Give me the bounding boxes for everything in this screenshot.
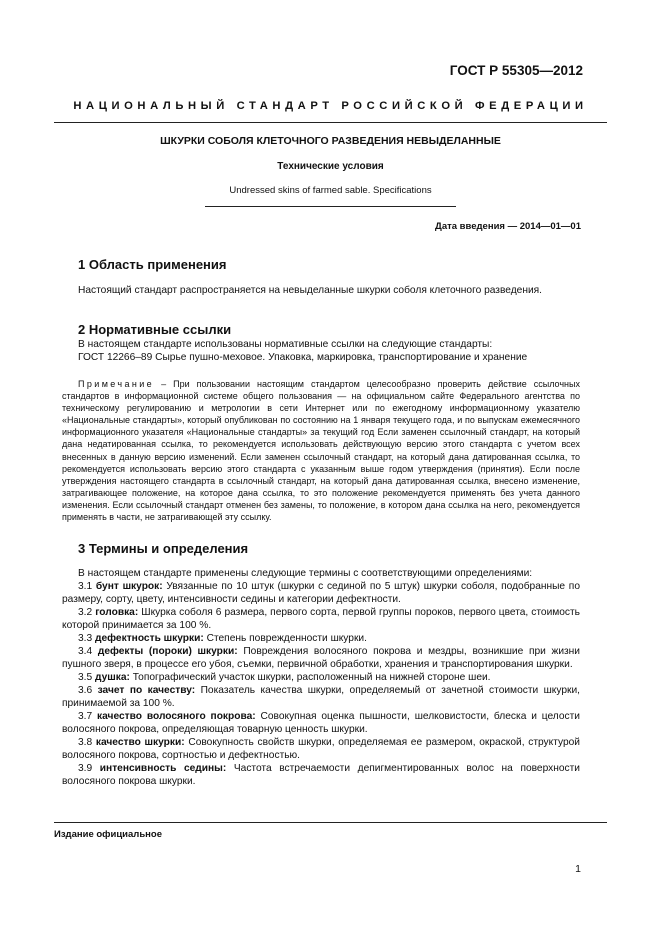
gost-code: ГОСТ Р 55305—2012 bbox=[449, 63, 583, 78]
term-number: 3.4 bbox=[78, 646, 93, 657]
term-name: зачет по качеству: bbox=[97, 685, 196, 696]
title-rule bbox=[205, 206, 456, 207]
term-name: душка: bbox=[95, 672, 130, 683]
document-subtitle: Технические условия bbox=[277, 161, 384, 172]
section-2-heading: 2 Нормативные ссылки bbox=[78, 322, 232, 337]
term-number: 3.3 bbox=[78, 633, 93, 644]
terms-intro: В настоящем стандарте применены следующие термины с соответствующими определениями: bbox=[78, 568, 533, 579]
term-number: 3.6 bbox=[78, 685, 93, 696]
term-item bbox=[62, 736, 580, 762]
term-definition: Совокупная оценка пышности, шелковистости, блеска и целости волосяного покрова, определяющая товарную ценность шкурки. bbox=[62, 711, 580, 735]
term-item bbox=[62, 645, 580, 671]
term-number: 3.2 bbox=[78, 607, 93, 618]
term-name: бунт шкурок: bbox=[95, 581, 163, 592]
term-number: 3.7 bbox=[78, 711, 93, 722]
section-1-text bbox=[62, 284, 580, 297]
top-rule bbox=[54, 122, 607, 123]
term-definition: Частота встречаемости депигментированных волос на поверхности волосяного покрова шкурки. bbox=[62, 763, 580, 787]
term-item bbox=[62, 606, 580, 632]
term-item bbox=[62, 762, 580, 788]
term-item bbox=[62, 632, 580, 645]
term-item bbox=[62, 710, 580, 736]
term-name: дефектность шкурки: bbox=[95, 633, 204, 644]
referenced-standard: ГОСТ 12266–89 Сырье пушно-меховое. Упаковка, маркировка, транспортирование и хранение bbox=[78, 352, 528, 363]
term-definition: Шкурка соболя 6 размера, первого сорта, первой группы пороков, первого цвета, стоимость которой принимается за 100 %. bbox=[62, 607, 580, 631]
term-number: 3.1 bbox=[78, 581, 93, 592]
national-standard-banner: НАЦИОНАЛЬНЫЙ СТАНДАРТ РОССИЙСКОЙ ФЕДЕРАЦИИ bbox=[73, 100, 588, 112]
section-2-intro: В настоящем стандарте использованы нормативные ссылки на следующие стандарты: bbox=[78, 339, 493, 350]
section-1-heading: 1 Область применения bbox=[78, 257, 227, 272]
section-2-line-2 bbox=[62, 351, 580, 364]
section-2-line-1 bbox=[62, 338, 580, 351]
term-definition: Повреждения волосяного покрова и мездры, возникшие при жизни пушного зверя, в процессе его убоя, съемки, первичной обработки, хранения и транспортирования шкурки. bbox=[62, 646, 581, 670]
term-definition: Показатель качества шкурки, определяемый от зачетной стоимости шкурки, принимаемой за 100 %. bbox=[62, 685, 580, 709]
introduction-date: Дата введения — 2014—01—01 bbox=[435, 221, 581, 232]
term-definition: Топографический участок шкурки, расположенный на нижней стороне шеи. bbox=[129, 672, 491, 683]
footer-rule bbox=[54, 822, 607, 823]
section-2-note bbox=[62, 378, 580, 523]
term-name: дефекты (пороки) шкурки: bbox=[97, 646, 238, 657]
term-definition: Совокупность свойств шкурки, определяемая ее размером, окраской, структурой волосяного покрова, сортностью и дефектностью. bbox=[62, 737, 580, 761]
document-english-title: Undressed skins of farmed sable. Specifications bbox=[229, 185, 432, 196]
terms-list bbox=[62, 567, 580, 788]
term-number: 3.5 bbox=[78, 672, 93, 683]
official-edition-label: Издание официальное bbox=[54, 829, 162, 840]
term-name: головка: bbox=[95, 607, 139, 618]
term-definition: Степень поврежденности шкурки. bbox=[203, 633, 367, 644]
term-item bbox=[62, 671, 580, 684]
term-number: 3.9 bbox=[78, 763, 93, 774]
note-text: – При пользовании настоящим стандартом целесообразно проверить действие ссылочных стандартов в информационной системе общего пользования — на официальном сайте Федерального агентства по техническому регулированию и метрологии в сети Интернет или по ежегодному информационному указателю «Национальные стандарты», который опубликован по состоянию на 1 января текущего года, и по выпускам ежемесячного информационного указателя «Национальные стандарты» за текущий год Если заменен ссылочный стандарт, на который дана недатированная ссылка, то рекомендуется использовать действующую версию этого стандарта с учетом всех внесенных в данную версию изменений. Если заменен ссылочный стандарт, на который дана датированная ссылка, то рекомендуется использовать версию этого стандарта с указанным выше годом утверждения (принятия). Если после утверждения настоящего стандарта в ссылочный стандарт, на который дана датированная ссылка, внесено изменение, затрагивающее положение, на которое дана ссылка, то это положение рекомендуется применять без учета данного изменения. Если ссылочный стандарт отменен без замены, то положение, в котором дана ссылка на него, рекомендуется применять в части, не затрагивающей эту ссылку. bbox=[62, 379, 580, 523]
section-3-heading: 3 Термины и определения bbox=[78, 541, 249, 556]
term-name: интенсивность седины: bbox=[99, 763, 227, 774]
term-number: 3.8 bbox=[78, 737, 93, 748]
section-1-body: Настоящий стандарт распространяется на невыделанные шкурки соболя клеточного разведения. bbox=[78, 285, 542, 296]
document-title: ШКУРКИ СОБОЛЯ КЛЕТОЧНОГО РАЗВЕДЕНИЯ НЕВЫДЕЛАННЫЕ bbox=[160, 135, 501, 147]
term-name: качество волосяного покрова: bbox=[97, 711, 256, 722]
note-label: Примечание bbox=[78, 379, 155, 389]
page-number: 1 bbox=[575, 863, 581, 875]
term-item bbox=[62, 580, 580, 606]
term-definition: Увязанные по 10 штук (шкурки с сединой по 5 штук) шкурки соболя, подобранные по размеру, сорту, цвету, интенсивности седины и категории дефектности. bbox=[62, 581, 580, 605]
term-name: качество шкурки: bbox=[95, 737, 185, 748]
term-item bbox=[62, 684, 580, 710]
